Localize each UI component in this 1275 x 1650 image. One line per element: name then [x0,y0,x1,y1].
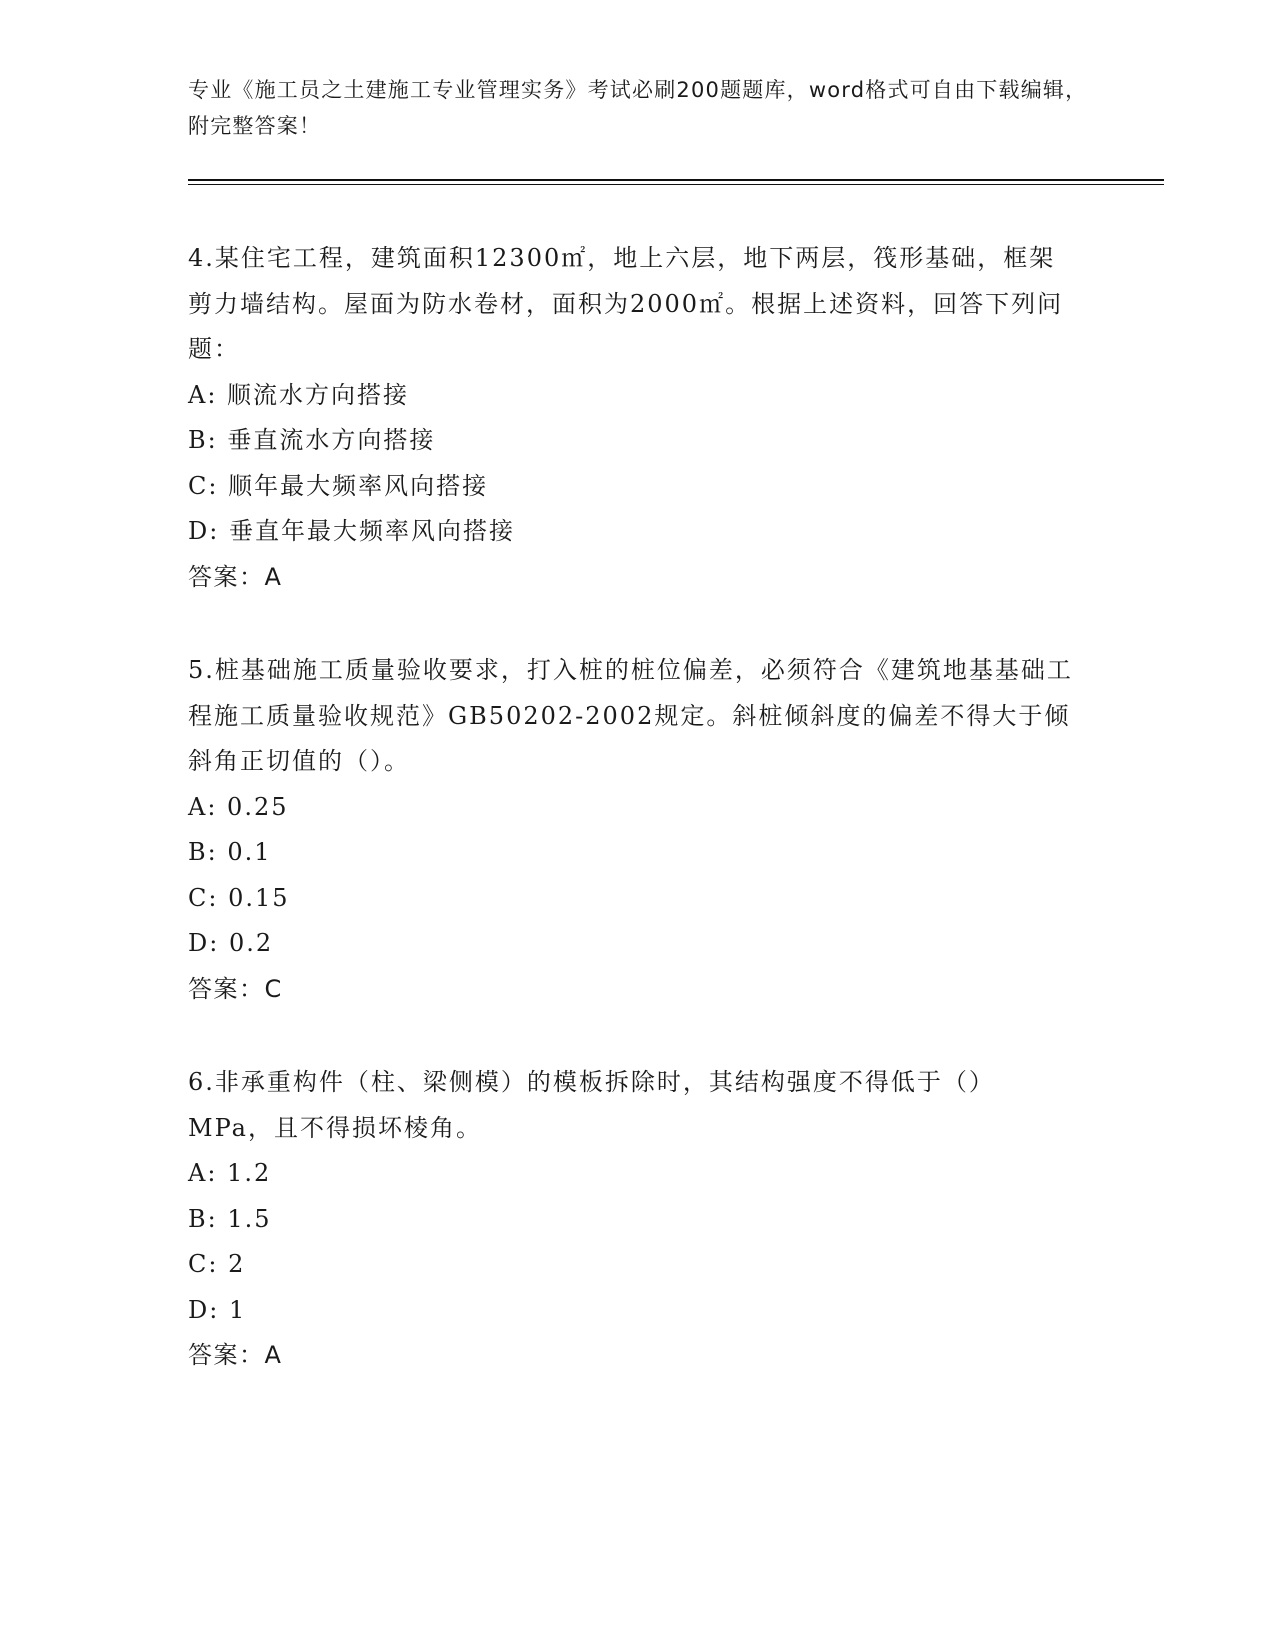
question-6 [188,1060,1078,1379]
header-rule-thick [188,179,1164,181]
answer-line: 答案：A [188,562,283,591]
answer-line: 答案：C [188,974,283,1003]
option-d: D: 1 [188,1295,247,1324]
option-c: C: 2 [188,1250,246,1278]
option-a: A: 0.25 [188,792,289,821]
option-d: D: 垂直年最大频率风向搭接 [188,517,515,545]
option-d: D: 0.2 [188,929,274,957]
option-b: B: 1.5 [188,1204,272,1233]
option-c: C: 顺年最大频率风向搭接 [188,471,489,500]
question-stem: 6.非承重构件（柱、梁侧模）的模板拆除时，其结构强度不得低于（）MPa，且不得损坏棱角。 [188,1068,995,1142]
question-stem: 5.桩基础施工质量验收要求，打入桩的桩位偏差，必须符合《建筑地基基础工程施工质量验收规范》GB50202-2002规定。斜桩倾斜度的偏差不得大于倾斜角正切值的（）。 [188,656,1073,775]
option-a: A: 1.2 [188,1159,272,1187]
question-5 [188,648,1078,1012]
option-b: B: 0.1 [188,838,272,866]
option-b: B: 垂直流水方向搭接 [188,426,436,454]
option-a: A: 顺流水方向搭接 [188,380,410,409]
document-header: 专业《施工员之土建施工专业管理实务》考试必刷200题题库，word格式可自由下载编辑，附完整答案！ [188,78,1088,138]
question-stem: 4.某住宅工程，建筑面积12300㎡，地上六层，地下两层，筏形基础，框架剪力墙结构。屋面为防水卷材，面积为2000㎡。根据上述资料，回答下列问题： [188,244,1064,363]
header-rule-thin [188,184,1164,185]
answer-line: 答案：A [188,1341,283,1369]
option-c: C: 0.15 [188,883,290,912]
question-4 [188,236,1078,600]
